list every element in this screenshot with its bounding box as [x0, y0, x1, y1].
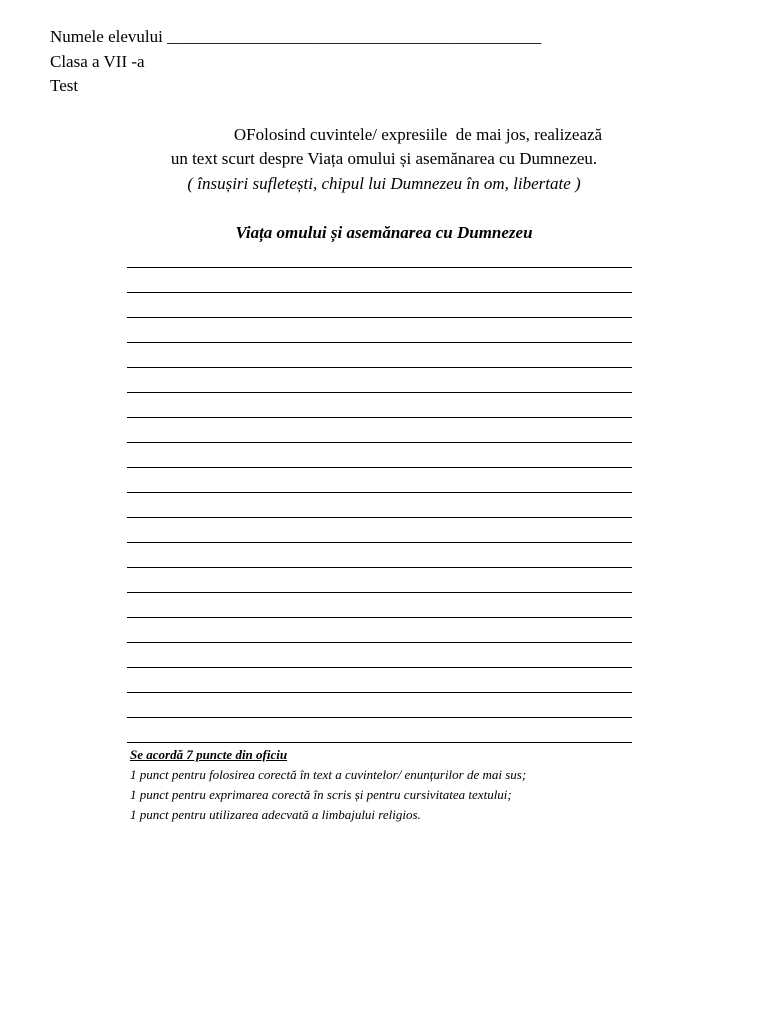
writing-line[interactable]	[127, 342, 632, 343]
scoring-item: 1 punct pentru folosirea corectă în text a cuvintelor/ enunțurilor de mai sus;	[130, 767, 527, 782]
instruction-line-1: OFolosind cuvintele/ expresiile de mai jos, realizează	[233, 125, 603, 144]
writing-line[interactable]	[127, 742, 632, 743]
writing-line[interactable]	[127, 542, 632, 543]
essay-title: Viața omului și asemănarea cu Dumnezeu	[235, 223, 533, 242]
writing-line[interactable]	[127, 642, 632, 643]
writing-line[interactable]	[127, 667, 632, 668]
instruction-line-2: un text scurt despre Viața omului și asemănarea cu Dumnezeu.	[170, 149, 598, 168]
writing-line[interactable]	[127, 492, 632, 493]
scoring-item: 1 punct pentru exprimarea corectă în scris și pentru cursivitatea textului;	[130, 787, 512, 802]
writing-line[interactable]	[127, 692, 632, 693]
writing-line[interactable]	[127, 392, 632, 393]
student-name-label: Numele elevului ____________________________________________	[50, 27, 542, 46]
test-label: Test	[50, 76, 79, 95]
writing-lines-area	[127, 0, 632, 1024]
scoring-item: 1 punct pentru utilizarea adecvată a limbajului religios.	[130, 807, 421, 822]
writing-line[interactable]	[127, 367, 632, 368]
writing-line[interactable]	[127, 592, 632, 593]
writing-line[interactable]	[127, 292, 632, 293]
instruction-keywords: ( însușiri sufletești, chipul lui Dumnezeu în om, libertate )	[187, 174, 581, 193]
writing-line[interactable]	[127, 417, 632, 418]
writing-line[interactable]	[127, 617, 632, 618]
writing-line[interactable]	[127, 317, 632, 318]
writing-line[interactable]	[127, 267, 632, 268]
scoring-title: Se acordă 7 puncte din oficiu	[130, 747, 288, 762]
writing-line[interactable]	[127, 717, 632, 718]
writing-line[interactable]	[127, 442, 632, 443]
scoring-section	[130, 745, 690, 825]
writing-line[interactable]	[127, 567, 632, 568]
writing-line[interactable]	[127, 467, 632, 468]
class-label: Clasa a VII -a	[50, 52, 145, 71]
writing-line[interactable]	[127, 517, 632, 518]
